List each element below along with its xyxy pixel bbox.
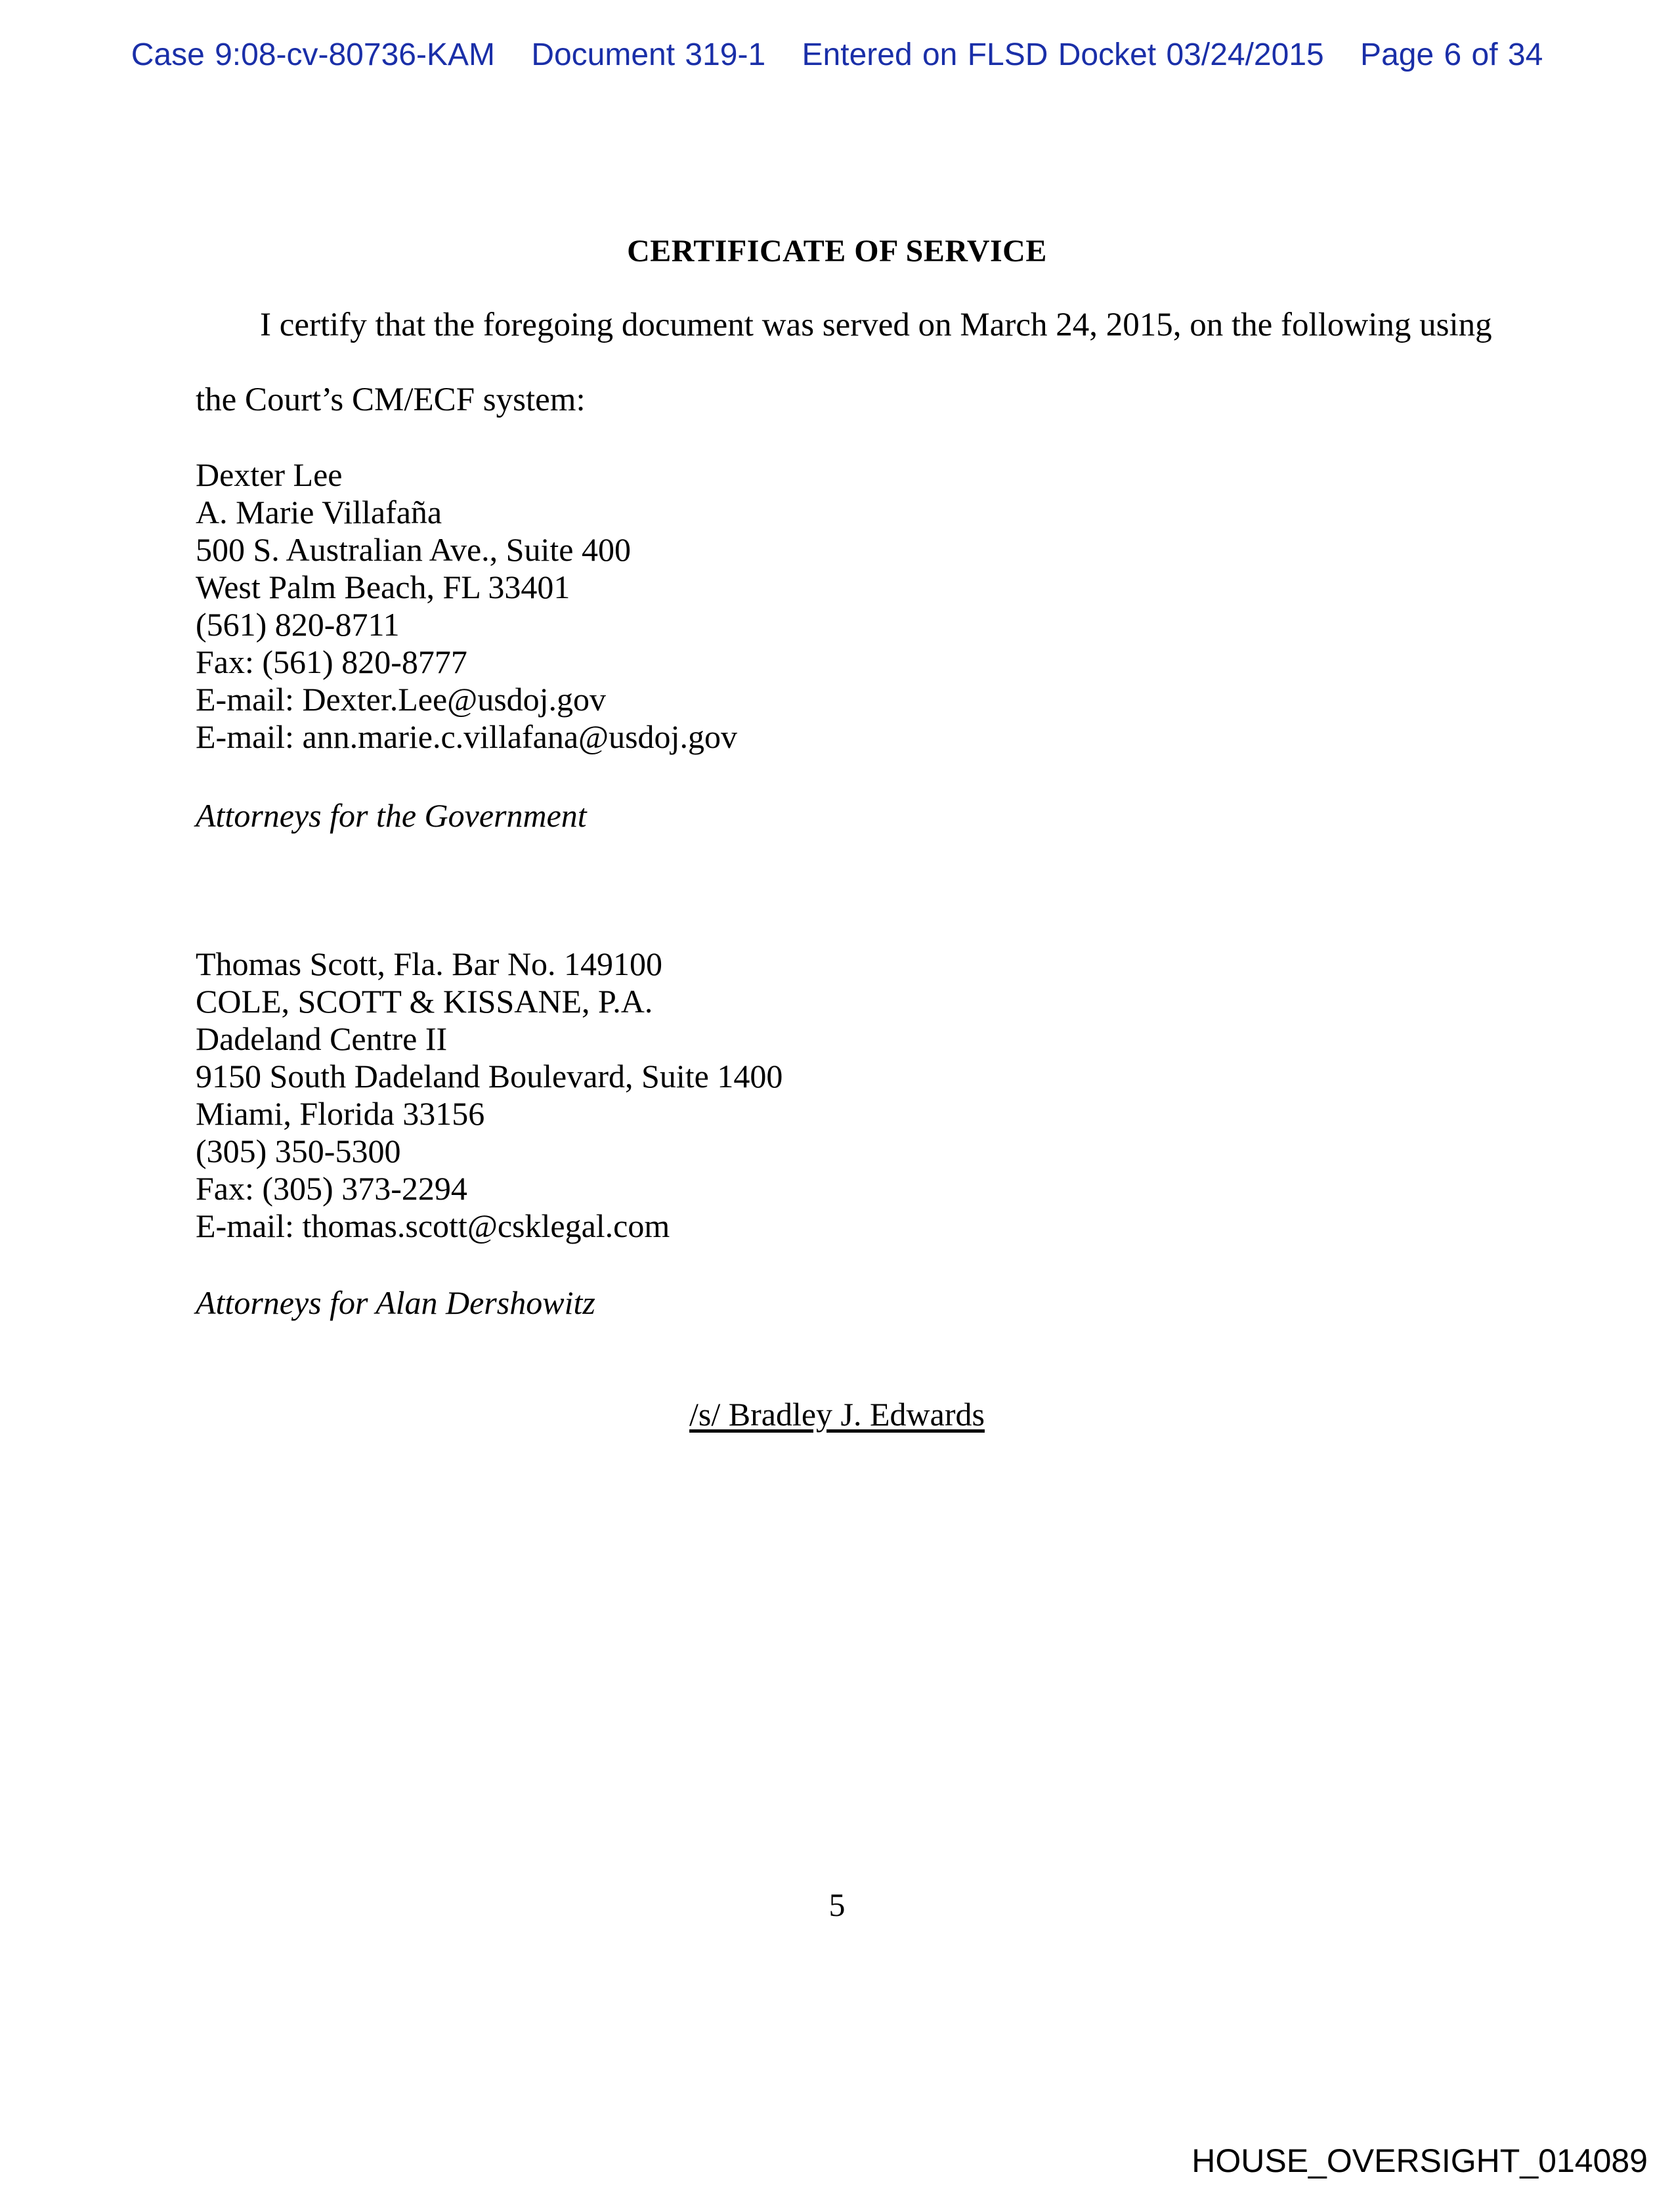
signature-text: /s/ Bradley J. Edwards <box>689 1396 985 1433</box>
def-counsel-firm: COLE, SCOTT & KISSANE, P.A. <box>196 983 653 1020</box>
def-counsel-phone: (305) 350-5300 <box>196 1133 401 1169</box>
docket-header <box>0 37 1674 73</box>
document-number: Document 319-1 <box>531 37 766 72</box>
gov-counsel-name-1: Dexter Lee <box>196 456 343 493</box>
certificate-statement-line-1: I certify that the foregoing document was served on March 24, 2015, on the following using <box>260 307 1492 343</box>
certificate-title: CERTIFICATE OF SERVICE <box>627 234 1047 269</box>
defense-counsel-role: Attorneys for Alan Dershowitz <box>196 1284 595 1321</box>
page-indicator: Page 6 of 34 <box>1360 37 1543 72</box>
gov-counsel-fax: Fax: (561) 820-8777 <box>196 643 467 680</box>
certificate-statement-line-2: the Court’s CM/ECF system: <box>196 381 586 418</box>
bates-number: HOUSE_OVERSIGHT_014089 <box>1191 2142 1648 2179</box>
defense-counsel-address-block <box>196 945 783 1245</box>
def-counsel-city: Miami, Florida 33156 <box>196 1095 485 1132</box>
def-counsel-street: 9150 South Dadeland Boulevard, Suite 1400 <box>196 1058 783 1095</box>
gov-counsel-name-2: A. Marie Villafaña <box>196 494 442 531</box>
page-number: 5 <box>828 1886 846 1923</box>
signature-line <box>0 1395 1674 1433</box>
def-counsel-fax: Fax: (305) 373-2294 <box>196 1170 467 1207</box>
gov-counsel-phone: (561) 820-8711 <box>196 606 400 643</box>
government-counsel-address-block <box>196 456 737 756</box>
gov-counsel-email-1: E-mail: Dexter.Lee@usdoj.gov <box>196 681 607 718</box>
entered-date: Entered on FLSD Docket 03/24/2015 <box>802 37 1324 72</box>
gov-counsel-street: 500 S. Australian Ave., Suite 400 <box>196 531 631 568</box>
gov-counsel-email-2: E-mail: ann.marie.c.villafana@usdoj.gov <box>196 718 737 755</box>
def-counsel-name: Thomas Scott, Fla. Bar No. 149100 <box>196 945 663 982</box>
def-counsel-email: E-mail: thomas.scott@csklegal.com <box>196 1207 670 1244</box>
government-counsel-role: Attorneys for the Government <box>196 797 587 834</box>
gov-counsel-city: West Palm Beach, FL 33401 <box>196 569 570 605</box>
case-number: Case 9:08-cv-80736-KAM <box>131 37 495 72</box>
def-counsel-building: Dadeland Centre II <box>196 1020 448 1057</box>
